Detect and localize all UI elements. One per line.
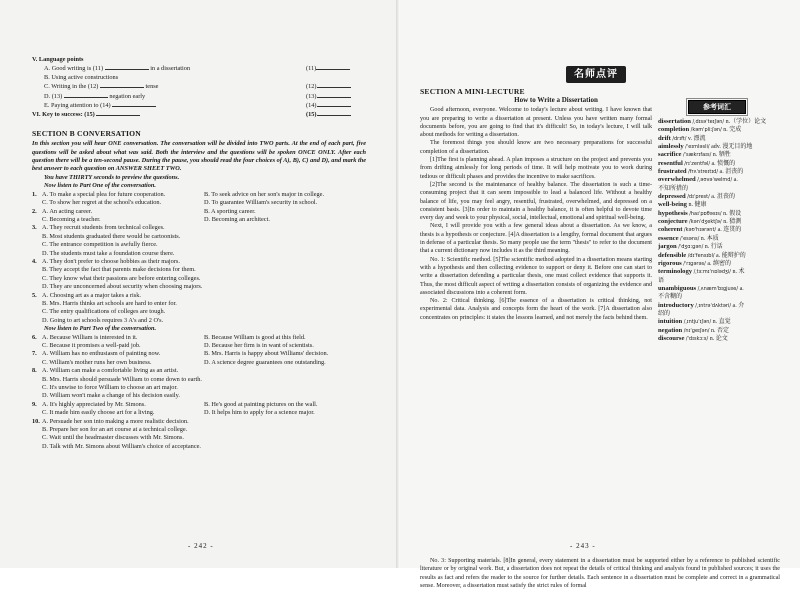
vocabulary-item: unambiguous /ˌʌnæmˈbɪɡjuəs/ a.: [658, 284, 744, 292]
section-v-heading: V. Language points: [32, 56, 84, 63]
answer-blank[interactable]: [64, 92, 108, 98]
vocabulary-item: aimlessly /ˈeɪmləsli/ adv. 漫无目的地: [658, 143, 753, 151]
vocabulary-item: hypothesis /haɪˈpɒθəsɪs/ n. 假设: [658, 209, 742, 217]
lecture-text: [420, 96, 652, 322]
vocabulary-item: essence /ˈesəns/ n. 本质: [658, 234, 719, 242]
language-point-e: E. Paying attention to (14) (14): [32, 101, 366, 110]
vocabulary-item: defensible /dɪˈfensɪbl/ a. 能辩护的: [658, 251, 746, 259]
answer-blank[interactable]: [96, 110, 140, 116]
vocabulary-item: 语: [658, 277, 665, 284]
section-b-instructions: In this section you will hear ONE conversation. The conversation will be divided into TWO parts. At the end of each part, five questions will be asked about what was said. Both the interview and the questions will be spoken ONCE ONLY. After each question there will be a ten-second pause. During the pause, you should read the four choices of A), B), C) and D), and mark the best answer to each question on ANSWER SHEET TWO.: [32, 140, 366, 173]
answer-blank[interactable]: [112, 101, 156, 107]
right-page: [400, 0, 800, 589]
vocabulary-heading: 参考词汇: [688, 100, 746, 114]
vocabulary-item: conjecture /kənˈdʒektʃə/ n. 猜测: [658, 218, 742, 226]
paragraph-1: Good afternoon, everyone. Welcome to today's lecture about writing. I have known that you are preparing to write a dissertation at present. Unless you have written many formal documents before, you are going to find that it's difficult! So, in today's lecture, I will talk about methods for writing a dissertation.: [420, 107, 652, 139]
left-page-content: [32, 56, 366, 451]
paragraph-2: The foremost things you should know are two necessary preparations for successful completion of a dissertation.: [420, 140, 652, 155]
page-number-right: - 243 -: [570, 542, 596, 550]
vocabulary-item: well-being n. 健康: [658, 201, 707, 209]
question-1: 1. A. To make a special plea for future cooperation. B. To seek advice on her son's major in college. C. To show her regret at the school's education. D. To guarantee William's security in school.: [32, 190, 325, 207]
answer-blank[interactable]: [317, 101, 351, 107]
paragraph-7: No. 2: Critical thinking. [6]The essence of a dissertation is critical thinking, not experimental data. Analysis and concepts form the heart of the work. [7]A dissertation also concentrates on principles: it states the lessons learned, and not merely the facts behind them.: [420, 298, 652, 321]
vocabulary-item: completion /kəmˈpliːʃən/ n. 完成: [658, 126, 742, 134]
vocabulary-item: intuition /ˌɪntjuˈɪʃən/ n. 直觉: [658, 318, 731, 326]
paragraph-4: [2]The second is the maintenance of healthy balance. The dissertation is such a time-consuming project that it can seem impossible to lead a balanced life. Without a healthy balance of life, you may feel angry, resentful, frustrated, overwhelmed, and depressed on a consistent basis. [3]In order to maintain a healthy balance, it is often helpful to devote time every day and week to your physical, social, intellectual, emotional and spiritual well-being.: [420, 181, 652, 222]
question-10: 10. A. Persuade her son into making a more realistic decision. B. Prepare her son for an art course at a technical college. C. Wait until the headmaster discusses with Mr. Simons. D. Talk with Mr. Simons about William's choice of acceptance.: [32, 417, 201, 450]
vocabulary-item: jargon /ˈdʒɑːɡən/ n. 行话: [658, 243, 723, 251]
vocabulary-item: negation /nɪˈɡeɪʃən/ n. 否定: [658, 326, 730, 334]
vocabulary-item: discourse /ˈdɪskɔːs/ n. 论文: [658, 334, 728, 342]
vocabulary-item: drift /drɪft/ v. 漂流: [658, 134, 706, 142]
vocabulary-item: introductory /ˌɪntrəˈdʌktəri/ a. 介: [658, 301, 745, 309]
question-6: 6. A. Because William is interested in it. B. Because William is good at this field. C. Because it promises a well-paid job. D. Because her firm is in want of scientists.: [32, 333, 314, 349]
vocabulary-item: 不含糊的: [658, 294, 683, 301]
question-8: 8. A. William can make a comfortable living as an artist. B. Mrs. Harris should persuade William to come down to earth. C. It's unwise to force William to choose an art major. D. William won't make a change of his decision easily.: [32, 367, 202, 400]
paragraph-3: [1]The first is planning ahead. A plan imposes a structure on the project and prevents you from drifting aimlessly for long periods of time. It will help motivate you to work during tedious or difficult phases and provides the incentive to make sacrifices.: [420, 157, 652, 180]
listen-part-two: Now listen to Part Two of the conversation.: [44, 325, 157, 333]
left-page: [0, 0, 400, 568]
vocabulary-item: sacrifice /ˈsækrɪfaɪs/ n. 牺牲: [658, 151, 731, 159]
lecture-title: How to Write a Dissertation: [514, 96, 598, 104]
question-2: 2. A. An acting career. B. A sporting career. C. Becoming a teacher. D. Becoming an architect.: [32, 207, 270, 223]
question-5: 5. A. Choosing art as a major takes a risk. B. Mrs. Harris thinks art schools are hard to enter for. C. The entry qualifications of colleges are tough. D. Going to art schools requires 3 A's and 2 O's.: [32, 291, 177, 324]
paragraph-8: No. 3: Supporting materials. [8]In general, every statement in a dissertation must be supported either by a reference to published scientific literature or by original work. But, a dissertation does not repeat the details of critical thinking and analysis found in published sources; it uses the results as fact and refers the reader to the source for further details. Each sentence in a dissertation must be complete and correct in a grammatical sense. Moreover, a dissertation must satisfy the strict rules of formal: [420, 558, 780, 589]
language-point-b: B. Using active constructions: [44, 73, 119, 81]
vocabulary-item: coherent /kəʊˈhɪərənt/ a. 连贯的: [658, 226, 742, 234]
vocabulary-item: 不知所措的: [658, 185, 689, 192]
page-number-left: - 242 -: [188, 542, 214, 550]
question-9: 9. A. It's highly appreciated by Mr. Simons. B. He's good at painting pictures on the wall. C. It made him easily choose art for a living. D. It helps him to apply for a science major.: [32, 400, 318, 417]
vocabulary-list: [658, 118, 780, 343]
preview-note: You have THIRTY seconds to preview the questions.: [44, 173, 180, 181]
question-7: 7. A. William has no enthusiasm of painting now. B. Mrs. Harris is happy about Williams' decision. C. William's mother runs her own business. D. A science degree guarantees one outstanding.: [32, 350, 329, 366]
question-4: 4. A. They don't prefer to choose hobbies as their majors. B. They accept the fact that parents make decisions for them. C. They know what their passions are before entering colleges. D. They are unconcerned about security when choosing majors.: [32, 257, 203, 291]
vocabulary-item: depressed /dɪˈprest/ a. 沮丧的: [658, 193, 735, 201]
answer-blank[interactable]: [317, 92, 351, 98]
answer-blank[interactable]: [317, 82, 351, 88]
vocabulary-box: [658, 100, 780, 343]
vocabulary-item: terminology /ˌtɜːmɪˈnɒlədʒi/ n. 术: [658, 268, 745, 276]
language-point-a: A. Good writing is (11) in a dissertation (11): [32, 64, 366, 73]
paragraph-6: No. 1: Scientific method. [5]The scientific method adopted in a dissertation means starting with a hypothesis and then collecting evidence to support or deny it. Before one can start to write a dissertation defending a particular thesis, one must collect evidence that supports it. Thus, the most difficult aspect of writing a dissertation consists of organizing the evidence and associated discussions into a coherent form.: [420, 256, 652, 296]
section-vi-heading: VI. Key to success: (15) (15): [32, 110, 366, 119]
vocabulary-item: frustrated /frʌˈstreɪtɪd/ a. 沮丧的: [658, 168, 744, 176]
vocabulary-item: rigorous /ˈrɪɡərəs/ a. 缜密的: [658, 259, 732, 267]
language-point-d: D. (13) negation early (13): [32, 92, 366, 101]
vocabulary-item: dissertation /ˌdɪsəˈteɪʃən/ n.（学位）论文: [658, 118, 767, 125]
answer-blank[interactable]: [100, 82, 144, 88]
answer-blank[interactable]: [316, 64, 350, 70]
language-point-c: C. Writing in the (12) tense (12): [32, 82, 366, 91]
section-a-heading: SECTION A MINI-LECTURE: [420, 87, 525, 96]
paragraph-5: Next, I will provide you with a few general ideas about a dissertation. As we know, a thesis is a hypothesis or conjecture. [4]A dissertation is a lengthy, formal document that argues in defense of a particular thesis. So many people use the term "thesis" to refer to the document that a current dictionary now includes it as the third meaning.: [420, 223, 652, 255]
answer-blank[interactable]: [317, 110, 351, 116]
section-b-heading: SECTION B CONVERSATION: [32, 128, 141, 138]
vocabulary-item: resentful /rɪˈzentfəl/ a. 愤慨的: [658, 159, 736, 167]
listen-part-one: Now listen to Part One of the conversation.: [44, 182, 156, 190]
teacher-comment-badge: 名师点评: [566, 66, 626, 83]
answer-blank[interactable]: [105, 64, 149, 70]
vocabulary-item: overwhelmed /ˌəʊvəˈwelmd/ a.: [658, 176, 738, 184]
question-3: 3. A. They recruit students from technical colleges. B. Most students graduated there would be cartoonists. C. The entrance competition is awfully fierce. D. The students must take a foundation course there.: [32, 224, 181, 257]
lecture-text-continued: [420, 557, 780, 590]
vocabulary-item: 绍的: [658, 310, 671, 317]
